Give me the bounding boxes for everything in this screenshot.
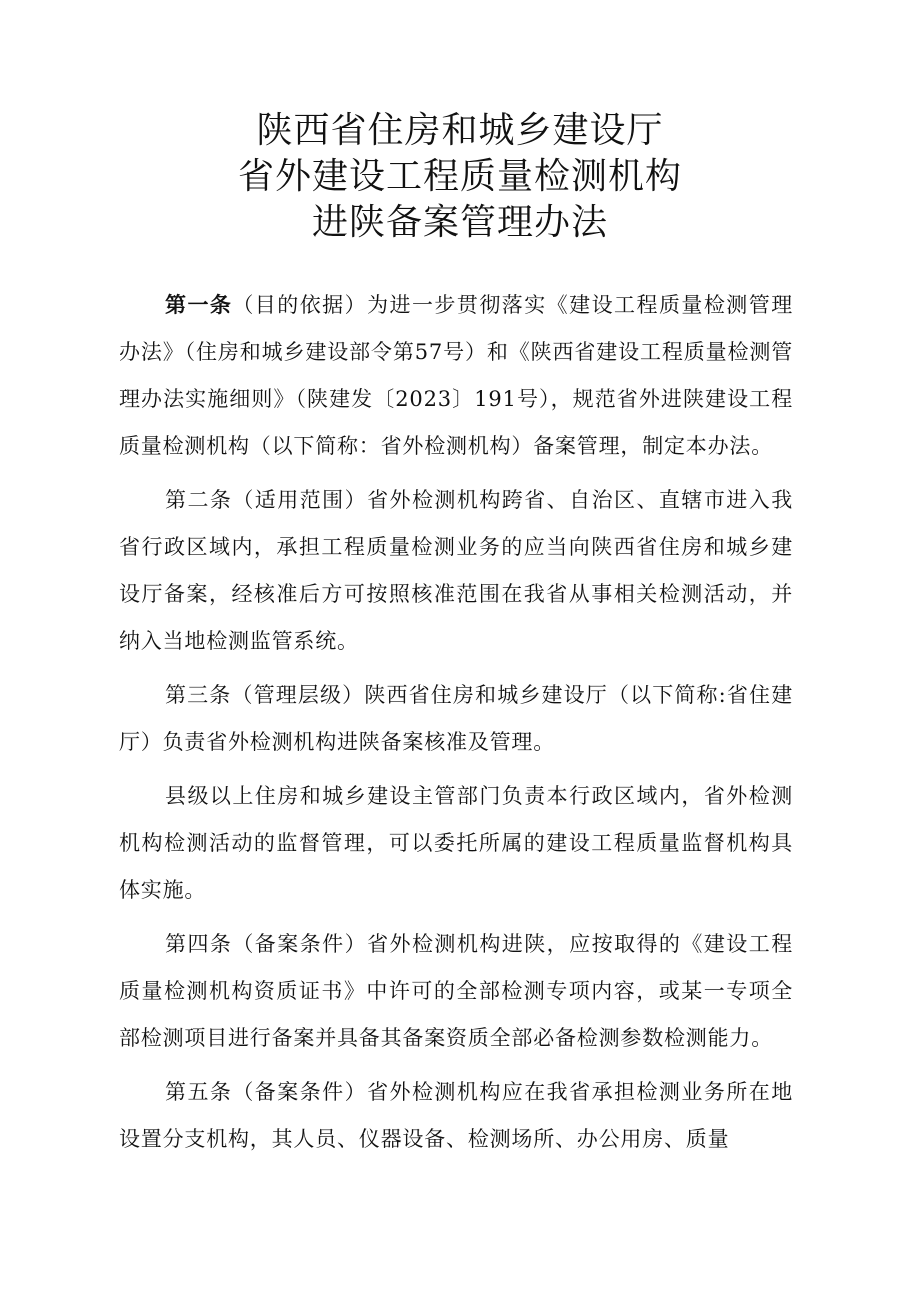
article-1-paragraph <box>119 282 793 470</box>
document-body <box>119 282 793 1170</box>
article-3-paragraph: 第三条（管理层级）陕西省住房和城乡建设厅（以下简称:省住建厅）负责省外检测机构进陕备案核准及管理。 <box>119 683 793 754</box>
article-1-text: （目的依据）为进一步贯彻落实《建设工程质量检测管理办法》（住房和城乡建设部令第57号）和《陕西省建设工程质量检测管理办法实施细则》（陕建发〔2023〕191号），规范省外进陕建设工程质量检测机构（以下简称：省外检测机构）备案管理，制定本办法。 <box>119 293 793 458</box>
article-2-paragraph: 第二条（适用范围）省外检测机构跨省、自治区、直辖市进入我省行政区域内，承担工程质量检测业务的应当向陕西省住房和城乡建设厅备案，经核准后方可按照核准范围在我省从事相关检测活动，并纳入当地检测监管系统。 <box>119 488 793 653</box>
document-title <box>0 108 920 246</box>
article-5-paragraph: 第五条（备案条件）省外检测机构应在我省承担检测业务所在地设置分支机构，其人员、仪器设备、检测场所、办公用房、质量 <box>119 1080 793 1151</box>
article-4-paragraph: 第四条（备案条件）省外检测机构进陕，应按取得的《建设工程质量检测机构资质证书》中许可的全部检测专项内容，或某一专项全部检测项目进行备案并具备其备案资质全部必备检测参数检测能力。 <box>119 932 793 1050</box>
title-line-3: 进陕备案管理办法 <box>311 202 608 243</box>
title-line-1: 陕西省住房和城乡建设厅 <box>256 110 664 151</box>
article-3-sub-paragraph: 县级以上住房和城乡建设主管部门负责本行政区域内，省外检测机构检测活动的监督管理，可以委托所属的建设工程质量监督机构具体实施。 <box>119 784 793 902</box>
article-1-label: 第一条 <box>165 293 233 317</box>
title-line-2: 省外建设工程质量检测机构 <box>237 156 682 197</box>
